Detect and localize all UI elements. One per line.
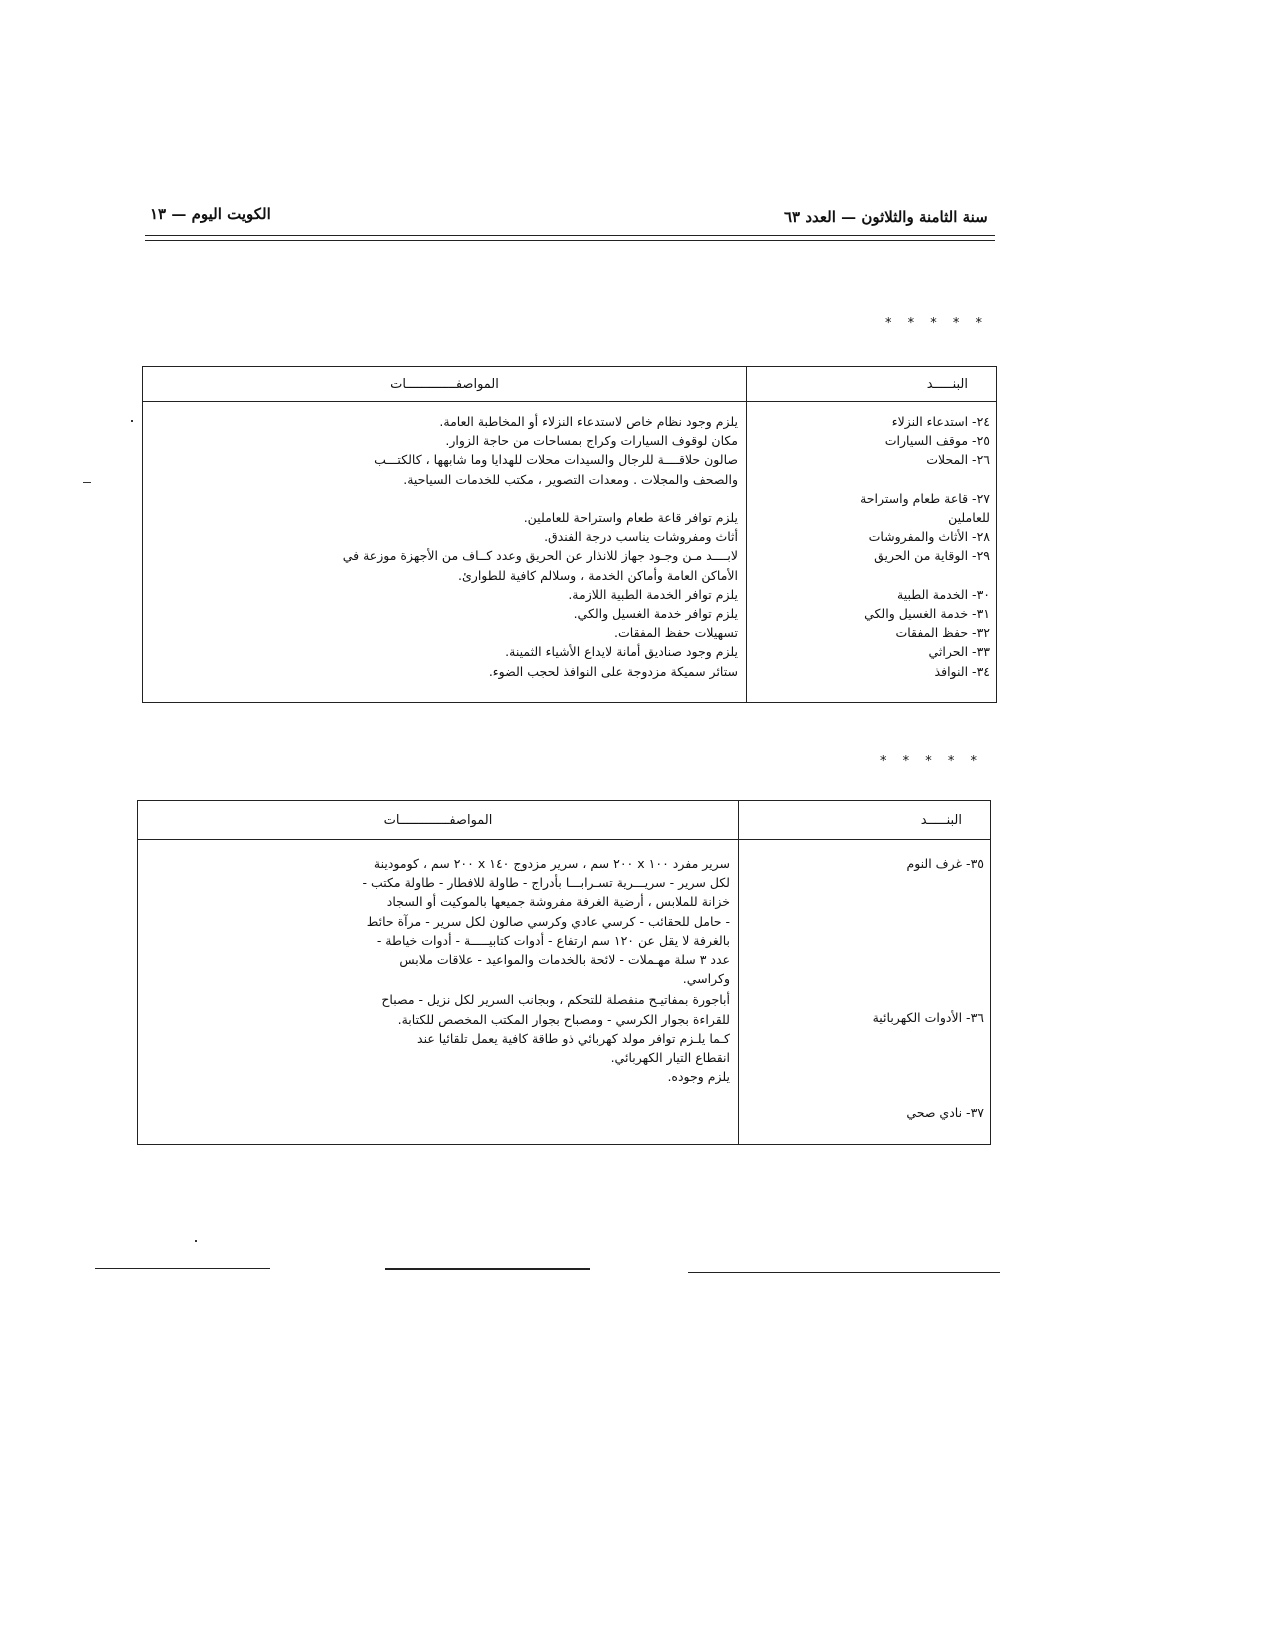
gazette-header: الكويت اليوم — ١٣ — [150, 205, 271, 223]
item-line: ٣٧- نادي صحي — [906, 1105, 984, 1121]
header-rule-top — [145, 235, 995, 236]
spec-line: - حامل للحقائب - كرسي عادي وكرسي صالون لكل سرير - مرآة حائط — [366, 913, 730, 929]
spec-line: يلزم توافر الخدمة الطبية اللازمة. — [568, 586, 738, 602]
item-line: للعاملين — [948, 510, 990, 525]
item-line: ٣٠- الخدمة الطبية — [897, 586, 990, 602]
item-column — [739, 840, 991, 1145]
spec-line: وكراسي. — [682, 971, 730, 987]
item-line: ٢٥- موقف السيارات — [884, 433, 990, 449]
item-line — [739, 892, 990, 911]
item-line: ٣١- خدمة الغسيل والكي — [864, 606, 990, 621]
section-separator: * * * * * — [880, 754, 984, 769]
spec-line: صالون حلاقــــة للرجال والسيدات محلات للهدايا وما شابهها ، كالكتـــب — [374, 452, 738, 468]
item-line — [747, 566, 996, 585]
footer-rule-right — [688, 1272, 1000, 1273]
item-line — [739, 969, 990, 988]
spec-line: أباجورة بمفاتيـح منفصلة للتحكم ، وبجانب السرير لكل نزيل - مصباح — [381, 992, 730, 1008]
item-column-header: البنـــــد — [739, 801, 991, 840]
item-column-header: البنـــــد — [747, 367, 997, 402]
item-line — [739, 1065, 990, 1084]
table-body-row — [138, 840, 991, 1145]
specs-table-1 — [142, 366, 997, 703]
item-line: ٣٦- الأدوات الكهربائية — [872, 1009, 984, 1025]
scan-mark — [83, 482, 91, 483]
spec-column — [138, 840, 739, 1145]
spec-line: الأماكن العامة وأماكن الخدمة ، وسلالم كافية للطوارئ. — [458, 567, 738, 583]
item-line: ٢٤- استدعاء النزلاء — [891, 414, 990, 429]
item-line — [739, 1084, 990, 1103]
item-line — [739, 950, 990, 969]
footer-rule-left — [95, 1268, 270, 1269]
section-separator: * * * * * — [885, 316, 989, 331]
spec-line: والصحف والمجلات . ومعدات التصوير ، مكتب للخدمات السياحية. — [403, 471, 738, 487]
table-header-row — [143, 367, 997, 402]
spec-line: للقراءة بجوار الكرسي - ومصباح بجوار المكتب المخصص للكتابة. — [397, 1011, 730, 1027]
item-line: ٣٣- الحراثي — [928, 644, 990, 660]
item-line: ٢٦- المحلات — [926, 452, 990, 468]
spec-line — [143, 489, 746, 508]
item-line — [739, 988, 990, 1007]
spec-line: خزانة للملابس ، أرضية الغرفة مفروشة جميعها بالموكيت أو السجاد — [386, 894, 730, 910]
spec-line: تسهيلات حفظ المفقات. — [614, 625, 738, 641]
footer-rule-middle — [385, 1268, 590, 1270]
spec-line: يلزم توافر خدمة الغسيل والكي. — [573, 606, 738, 622]
item-line — [739, 1027, 990, 1046]
item-line — [739, 912, 990, 931]
item-line — [739, 873, 990, 892]
spec-line: يلزم وجوده. — [667, 1069, 730, 1085]
item-line: ٢٩- الوقاية من الحريق — [874, 548, 990, 564]
spec-column — [143, 402, 747, 703]
item-column — [747, 402, 997, 703]
spec-column-header: المواصفـــــــــــــات — [143, 367, 747, 402]
spec-line: عدد ٣ سلة مهـملات - لائحة بالخدمات والمواعيد - علاقات ملابس — [399, 952, 730, 968]
header-rule-bottom — [145, 240, 995, 241]
spec-line: أثاث ومفروشات يناسب درجة الفندق. — [544, 529, 738, 545]
item-line — [739, 1046, 990, 1065]
table-body-row — [143, 402, 997, 703]
spec-line: مكان لوقوف السيارات وكراج بمساحات من حاجة الزوار. — [445, 433, 738, 449]
spec-line: ستائر سميكة مزدوجة على النوافذ لحجب الضوء. — [488, 663, 738, 679]
item-line — [747, 470, 996, 489]
specs-table-2 — [137, 800, 991, 1145]
spec-line: انقطاع التيار الكهربائي. — [610, 1050, 730, 1066]
spec-line: يلزم وجود نظام خاص لاستدعاء النزلاء أو المخاطبة العامة. — [439, 414, 738, 429]
issue-header: سنة الثامنة والثلاثون — العدد ٦٣ — [784, 208, 988, 226]
spec-column-header: المواصفـــــــــــــات — [138, 801, 739, 840]
scan-mark — [195, 1240, 197, 1242]
scan-mark — [131, 420, 133, 422]
item-line: ٢٧- قاعة طعام واستراحة — [860, 490, 990, 506]
item-line: ٣٥- غرف النوم — [906, 856, 984, 871]
item-line: ٣٤- النوافذ — [934, 663, 990, 679]
spec-line: لكل سرير - سريـــرية تسـرابـــا بأدراج - طاولة للافطار - طاولة مكتب - — [362, 875, 730, 891]
item-line: ٢٨- الأثاث والمفروشات — [868, 529, 990, 545]
item-line: ٣٢- حفظ المفقات — [895, 625, 990, 641]
spec-line: يلزم توافر قاعة طعام واستراحة للعاملين. — [523, 510, 738, 525]
spec-line: سرير مفرد ١٠٠ x ٢٠٠ سم ، سرير مزدوج ١٤٠ x ٢٠٠ سم ، كومودينة — [373, 856, 730, 871]
spec-line: كـما يلـزم توافر مولد كهربائي ذو طاقة كافية يعمل تلقائيا عند — [417, 1030, 730, 1046]
spec-line: بالغرفة لا يقل عن ١٢٠ سم ارتفاع - أدوات كتابيـــــة - أدوات خياطة - — [376, 932, 730, 948]
table-header-row — [138, 801, 991, 840]
spec-line: لابــــد مـن وجـود جهاز للانذار عن الحريق وعدد كــاف من الأجهزة موزعة في — [342, 548, 738, 564]
spec-line: يلزم وجود صناديق أمانة لايداع الأشياء الثمينة. — [505, 644, 738, 660]
item-line — [739, 931, 990, 950]
